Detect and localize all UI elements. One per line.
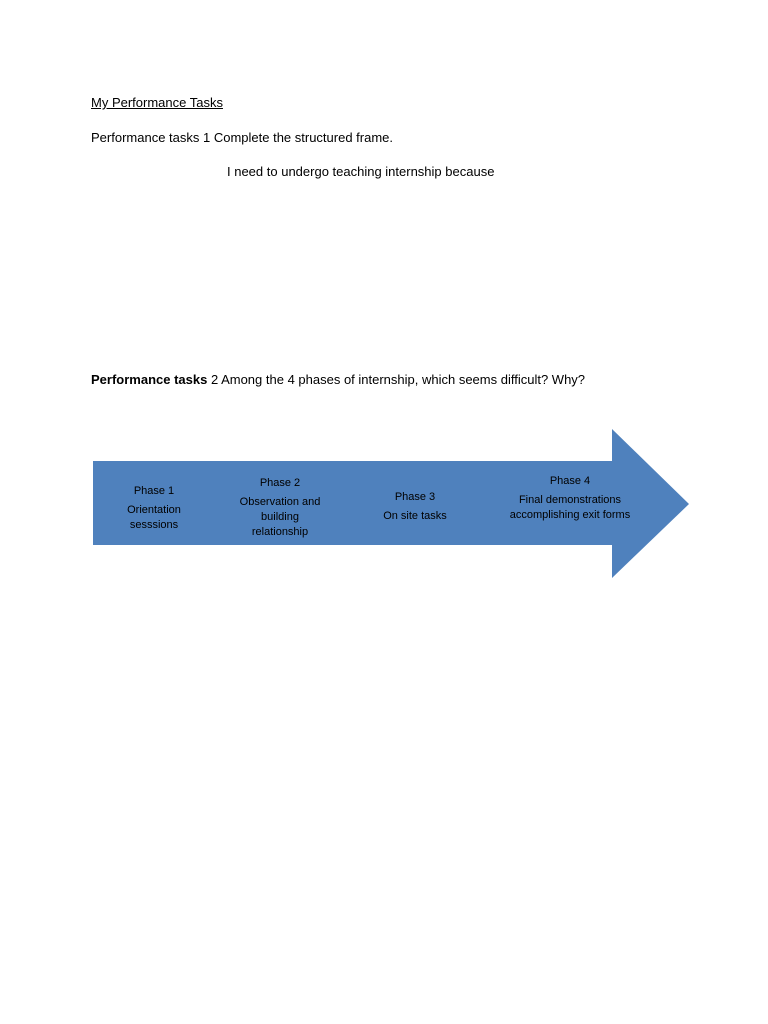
internship-phases-arrow [93,429,690,579]
task2-question: 2 Among the 4 phases of internship, which seems difficult? Why? [207,372,586,387]
phase-2 [235,476,325,540]
phase-4 [505,474,635,523]
phase-4-title: Phase 4 [549,475,591,487]
phase-1-description: Orientation sesssions [127,504,181,531]
phase-3 [365,490,465,524]
phase-3-description: On site tasks [383,510,447,522]
phase-3-title: Phase 3 [394,491,436,503]
task2-instruction [91,372,585,388]
phase-4-description: Final demonstrations accomplishing exit forms [509,494,631,521]
phase-2-description: Observation and building relationship [239,496,321,538]
structured-frame-prompt: I need to undergo teaching internship because [227,164,495,179]
phase-2-title: Phase 2 [259,477,301,489]
task1-instruction: Performance tasks 1 Complete the structured frame. [91,130,394,145]
phase-1 [111,484,197,533]
task2-label: Performance tasks [91,372,208,387]
phase-1-title: Phase 1 [133,485,175,497]
page-heading: My Performance Tasks [91,95,223,110]
